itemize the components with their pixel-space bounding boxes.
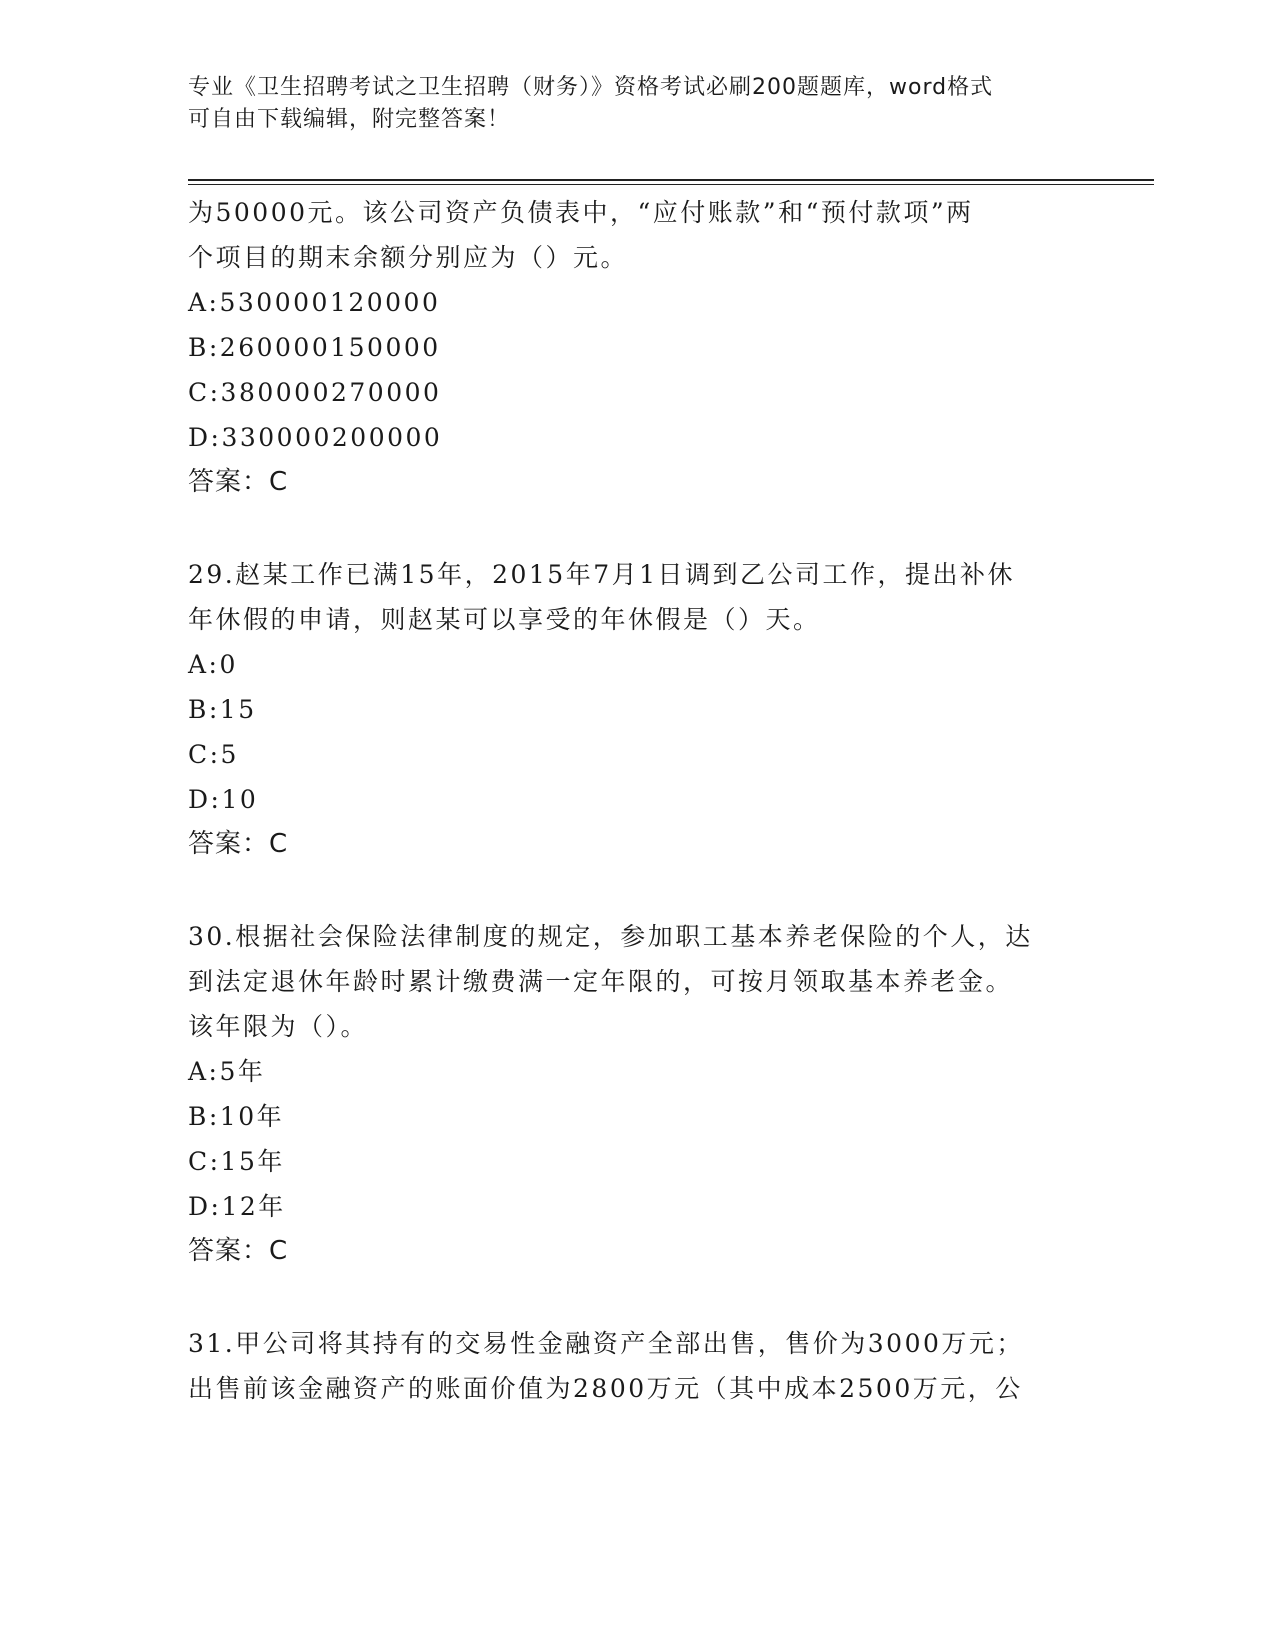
option-b: B:15 [188, 695, 257, 724]
option-a: A:5年 [188, 1057, 266, 1086]
question-text-line: 29.赵某工作已满15年，2015年7月1日调到乙公司工作，提出补休 [188, 560, 1016, 589]
answer-line: 答案：C [188, 467, 289, 497]
header-rule-thin [188, 184, 1154, 185]
option-a: A:530000120000 [188, 288, 441, 317]
option-c: C:5 [188, 740, 239, 769]
option-c: C:15年 [188, 1147, 285, 1176]
option-a: A:0 [188, 650, 238, 679]
option-b: B:260000150000 [188, 333, 441, 362]
question-text-line: 31.甲公司将其持有的交易性金融资产全部出售，售价为3000万元； [188, 1329, 1024, 1358]
option-d: D:12年 [188, 1192, 286, 1221]
header-line-2: 可自由下载编辑，附完整答案！ [188, 107, 511, 132]
answer-line: 答案：C [188, 1236, 289, 1266]
option-d: D:10 [188, 785, 259, 814]
header-rule-thick [188, 179, 1154, 181]
question-text-line: 年休假的申请，则赵某可以享受的年休假是（）天。 [188, 605, 821, 634]
question-content [188, 190, 1088, 1458]
question-text-line: 个项目的期末余额分别应为（）元。 [188, 243, 629, 272]
question-29 [188, 552, 1088, 867]
question-text-line: 到法定退休年龄时累计缴费满一定年限的，可按月领取基本养老金。 [188, 967, 1014, 996]
question-text-line: 出售前该金融资产的账面价值为2800万元（其中成本2500万元，公 [188, 1374, 1023, 1403]
question-text-line: 该年限为（）。 [188, 1012, 369, 1041]
option-b: B:10年 [188, 1102, 285, 1131]
question-text-line: 30.根据社会保险法律制度的规定，参加职工基本养老保险的个人，达 [188, 922, 1033, 951]
option-c: C:380000270000 [188, 378, 442, 407]
page-header [188, 72, 1068, 136]
option-d: D:330000200000 [188, 423, 443, 452]
question-31 [188, 1321, 1088, 1411]
question-text-line: 为50000元。该公司资产负债表中，“应付账款”和“预付款项”两 [188, 198, 974, 227]
answer-line: 答案：C [188, 829, 289, 859]
header-line-1: 专业《卫生招聘考试之卫生招聘（财务）》资格考试必刷200题题库，word格式 [188, 75, 994, 100]
question-30 [188, 914, 1088, 1274]
question-28 [188, 190, 1088, 505]
